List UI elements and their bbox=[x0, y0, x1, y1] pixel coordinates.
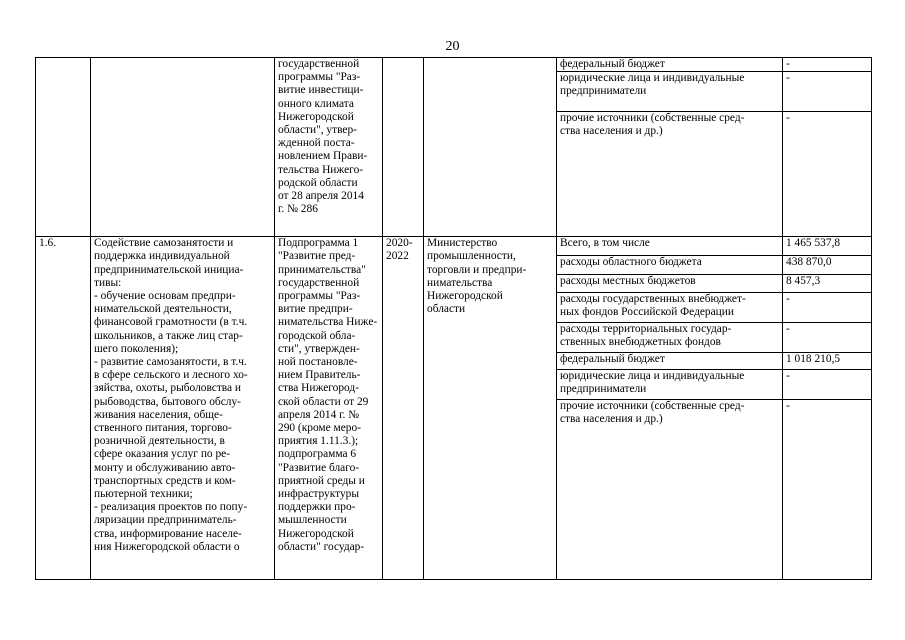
program-text: Подпрограмма 1 "Развитие пред- принимательства" государственной программы "Раз- витие предпри- нимательства Нижe- городской обла- сти", утвержден- ной постановле- нием Правитель- ства Нижегород- ской области от 29 апреля 2014 г. № 290 (кроме меро- приятия 1.11.3.); подпрограмма 6 "Развитие благо- приятной среды и инфраструктуры поддержки про- мышленности Нижегородской области" государ- bbox=[278, 237, 378, 553]
source-cell: прочие источники (собственные сред- ства населения и др.) bbox=[557, 400, 783, 580]
value-cell: - bbox=[783, 370, 872, 400]
source-cell: расходы территориальных государ- ственных внебюджетных фондов bbox=[557, 323, 783, 353]
source-cell: прочие источники (собственные сред- ства населения и др.) bbox=[557, 112, 783, 237]
table-row bbox=[36, 58, 872, 72]
source-cell: расходы областного бюджета bbox=[557, 256, 783, 275]
value-cell: - bbox=[783, 72, 872, 112]
source-cell: расходы местных бюджетов bbox=[557, 275, 783, 293]
source-cell: расходы государственных внебюджет- ных фондов Российской Федерации bbox=[557, 293, 783, 323]
source-cell: юридические лица и индивидуальные предприниматели bbox=[557, 370, 783, 400]
source-cell: федеральный бюджет bbox=[557, 58, 783, 72]
value-cell: - bbox=[783, 400, 872, 580]
period-text: 2020- 2022 bbox=[386, 237, 413, 263]
row-number: 1.6. bbox=[39, 237, 57, 250]
measure-cell bbox=[91, 58, 275, 237]
value-cell: - bbox=[783, 58, 872, 72]
value-cell: 8 457,3 bbox=[783, 275, 872, 293]
program-table bbox=[35, 57, 872, 580]
value-cell: 438 870,0 bbox=[783, 256, 872, 275]
row-number-cell bbox=[36, 58, 91, 237]
row-number-cell bbox=[36, 237, 91, 580]
page-number: 20 bbox=[445, 39, 460, 54]
program-text: государственной программы "Раз- витие инвестици- онного климата Нижегородской области", утвер- жденной поста- новлением Прави- тельства Нижего- родской области от 28 апреля 2014 г. № 286 bbox=[278, 58, 368, 216]
measure-text: Содействие самозанятости и поддержка индивидуальной предпринимательской инициа- тивы: - обучение основам предпри- нимательской деятельности, финансовой грамотности (в т.ч. школьников, а также лиц стар- шего поколения); - развитие самозанятости, в т.ч. в сфере сельского и лесного хо- зяйства, охоты, рыболовства и рыбоводства, бытового обслу- живания населения, обще- ственного питания, торгово- розничной деятельности, в сфере оказания услуг по ре- монту и обслуживанию авто- транспортных средств и ком- пьютерной техники; - реализация проектов по попу- ляризации предприниматель- ства, информирование населе- ния Нижегородской области о bbox=[94, 237, 248, 553]
executor-text: Министерство промышленности, торговли и предпри- нимательства Нижегородской области bbox=[427, 237, 527, 316]
value-cell: - bbox=[783, 323, 872, 353]
source-cell: Всего, в том числе bbox=[557, 237, 783, 256]
value-cell: 1 465 537,8 bbox=[783, 237, 872, 256]
value-cell: - bbox=[783, 112, 872, 237]
period-cell bbox=[383, 237, 424, 580]
measure-cell bbox=[91, 237, 275, 580]
value-cell: - bbox=[783, 293, 872, 323]
source-cell: юридические лица и индивидуальные предприниматели bbox=[557, 72, 783, 112]
executor-cell bbox=[424, 58, 557, 237]
program-cell bbox=[275, 58, 383, 237]
source-cell: федеральный бюджет bbox=[557, 353, 783, 370]
table-row bbox=[36, 237, 872, 256]
executor-cell bbox=[424, 237, 557, 580]
program-cell bbox=[275, 237, 383, 580]
period-cell bbox=[383, 58, 424, 237]
value-cell: 1 018 210,5 bbox=[783, 353, 872, 370]
